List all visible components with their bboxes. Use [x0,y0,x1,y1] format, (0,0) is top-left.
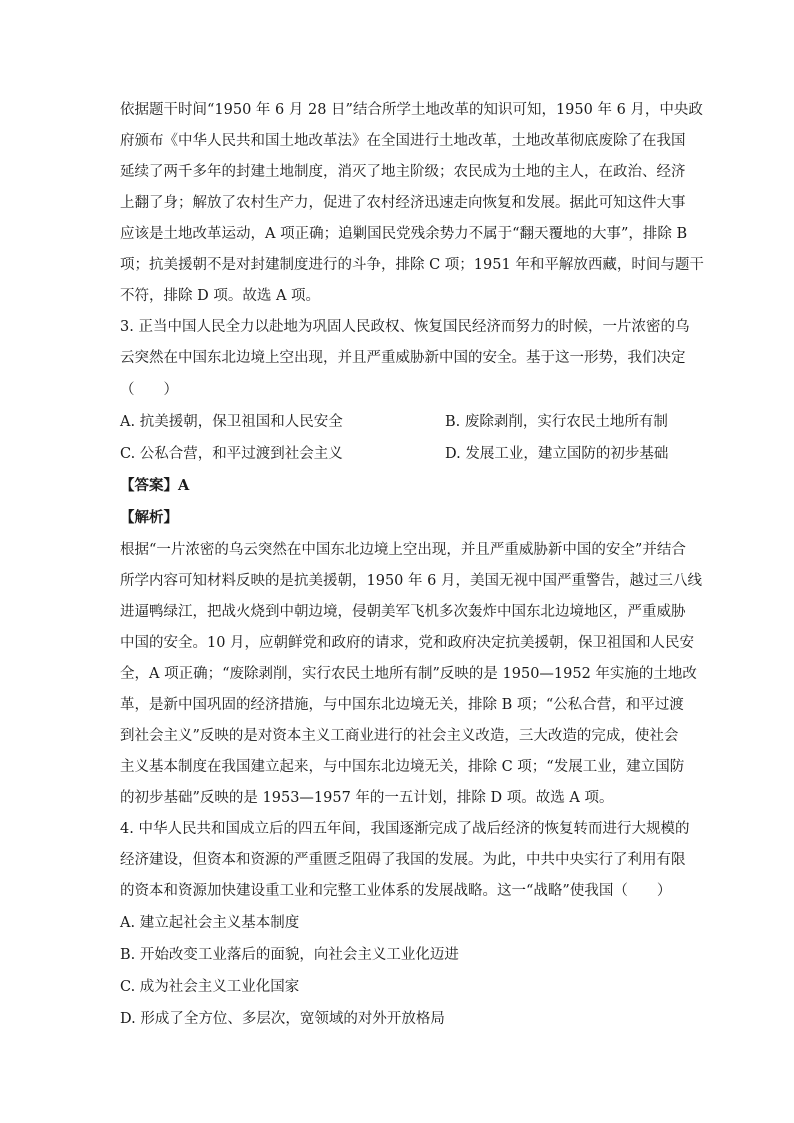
paragraph-1-line: 上翻了身；解放了农村生产力，促进了农村经济迅速走向恢复和发展。据此可知这件大事 [120,195,686,211]
question-4-option-c: C. 成为社会主义工业化国家 [120,979,300,995]
question-3-analysis-line: 所学内容可知材料反映的是抗美援朝，1950 年 6 月，美国无视中国严重警告，越过三八线 [120,573,702,589]
paragraph-1-line: 延续了两千多年的封建土地制度，消灭了地主阶级；农民成为土地的主人，在政治、经济 [120,164,686,180]
question-3-analysis-line: 进逼鸭绿江，把战火烧到中朝边境，侵朝美军飞机多次轰炸中国东北边境地区，严重威胁 [120,604,686,620]
question-3-analysis-label: 【解析】 [120,509,178,526]
question-4-stem: 的资本和资源加快建设重工业和完整工业体系的发展战略。这一“战略”使我国（ ） [120,883,672,899]
question-3-analysis-line: 革，是新中国巩固的经济措施，与中国东北边境无关，排除 B 项；“公私合营，和平过渡 [120,697,684,713]
paragraph-1-line: 应该是土地改革运动，A 项正确；追剿国民党残余势力不属于“翻天覆地的大事”，排除 B [120,226,688,242]
question-3-analysis-line: 全，A 项正确；“废除剥削，实行农民土地所有制”反映的是 1950—1952 年实施的土地改 [120,666,697,682]
question-3-analysis-line: 到社会主义”反映的是对资本主义工商业进行的社会主义改造，三大改造的完成，使社会 [120,728,679,744]
question-4-stem: 经济建设，但资本和资源的严重匮乏阻碍了我国的发展。为此，中共中央实行了利用有限 [120,852,686,868]
question-3-analysis-line: 的初步基础”反映的是 1953—1957 年的一五计划，排除 D 项。故选 A 项。 [120,790,614,806]
paragraph-1-line: 府颁布《中华人民共和国土地改革法》在全国进行土地改革，土地改革彻底废除了在我国 [120,133,686,149]
paragraph-1-line: 项；抗美援朝不是对封建制度进行的斗争，排除 C 项；1951 年和平解放西藏，时间与题干 [120,257,704,273]
question-4-stem: 4. 中华人民共和国成立后的四五年间，我国逐渐完成了战后经济的恢复转而进行大规模的 [120,821,690,837]
paragraph-1-line: 依据题干时间“1950 年 6 月 28 日”结合所学土地改革的知识可知，1950 年 6 月，中央政 [120,102,703,118]
question-3-option-b: B. 废除剥削，实行农民土地所有制 [445,414,668,430]
question-3-option-a: A. 抗美援朝，保卫祖国和人民安全 [120,414,343,430]
paragraph-1-line: 不符，排除 D 项。故选 A 项。 [120,288,321,304]
question-4-option-b: B. 开始改变工业落后的面貌，向社会主义工业化迈进 [120,947,459,963]
question-3-analysis-line: 中国的安全。10 月，应朝鲜党和政府的请求，党和政府决定抗美援朝，保卫祖国和人民安 [120,635,695,651]
question-3-analysis-line: 主义基本制度在我国建立起来，与中国东北边境无关，排除 C 项；“发展工业，建立国防 [120,759,685,775]
question-4-option-a: A. 建立起社会主义基本制度 [120,915,300,931]
question-3-option-c: C. 公私合营，和平过渡到社会主义 [120,446,343,462]
question-3-stem: 云突然在中国东北边境上空出现，并且严重威胁新中国的安全。基于这一形势，我们决定 [120,350,686,366]
question-3-stem: 3. 正当中国人民全力以赴地为巩固人民政权、恢复国民经济而努力的时候，一片浓密的乌 [120,319,690,335]
question-3-analysis-line: 根据“一片浓密的乌云突然在中国东北边境上空出现，并且严重威胁新中国的安全”并结合 [120,542,686,558]
question-3-answer: 【答案】A [120,477,190,494]
question-3-option-d: D. 发展工业，建立国防的初步基础 [445,446,669,462]
question-3-stem: （ ） [120,382,178,398]
question-4-option-d: D. 形成了全方位、多层次，宽领域的对外开放格局 [120,1011,445,1027]
